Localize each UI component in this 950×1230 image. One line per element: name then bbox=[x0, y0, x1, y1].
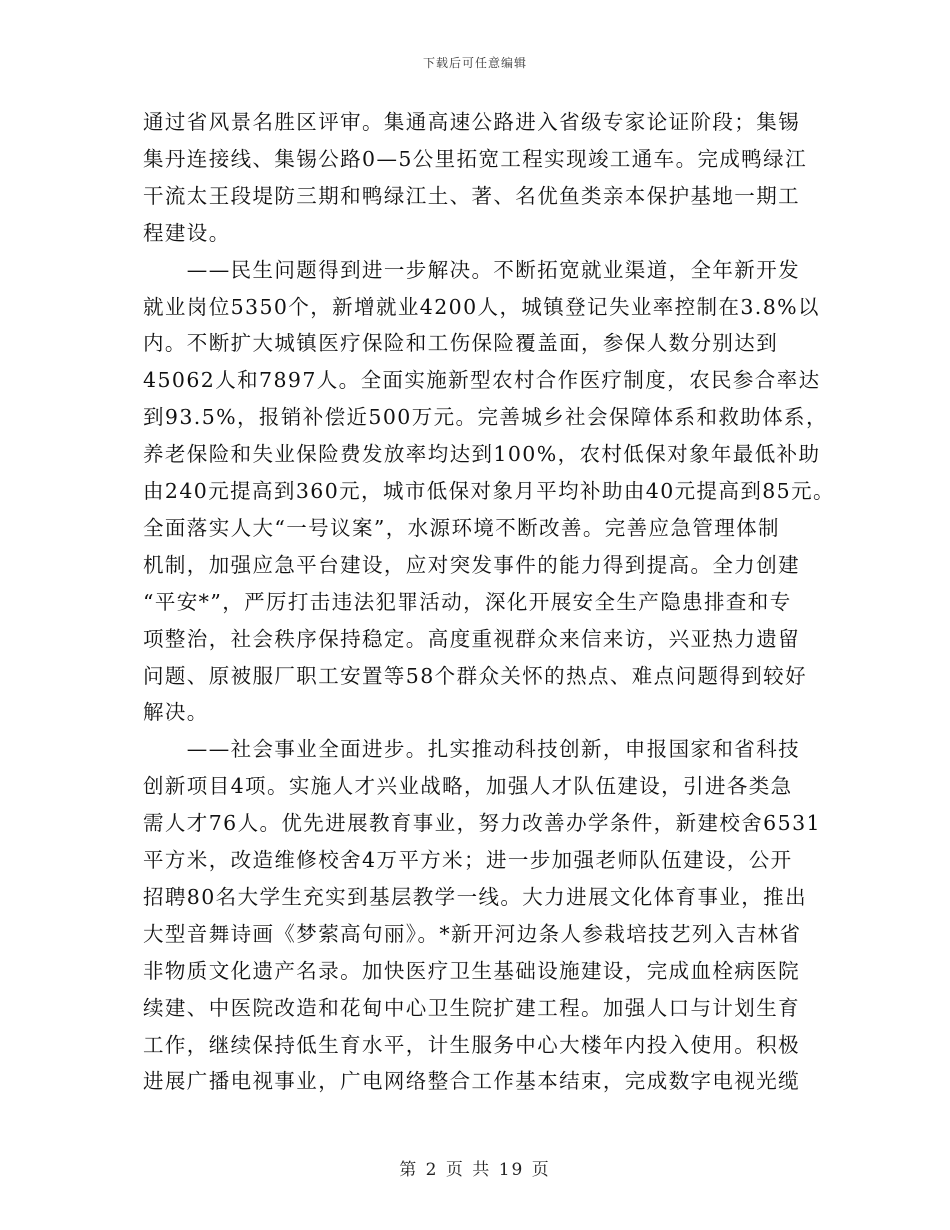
text-line: 工作，继续保持低生育水平，计生服务中心大楼年内投入使用。积极 bbox=[143, 1032, 800, 1057]
text-line: 平方米，改造维修校舍4万平方米；进一步加强老师队伍建设，公开 bbox=[143, 848, 793, 872]
page-header: 下载后可任意编辑 bbox=[422, 56, 527, 70]
text-line: 续建、中医院改造和花甸中心卫生院扩建工程。加强人口与计划生育 bbox=[143, 995, 800, 1020]
text-line: 大型音舞诗画《梦萦高句丽》。*新开河边条人参栽培技艺列入吉林省 bbox=[143, 921, 802, 946]
text-line: 集丹连接线、集锡公路0—5公里拓宽工程实现竣工通车。完成鸭绿江 bbox=[143, 146, 807, 171]
text-line: 养老保险和失业保险费发放率均达到100%，农村低保对象年最低补助 bbox=[143, 442, 821, 467]
text-line: 通过省风景名胜区评审。集通高速公路进入省级专家论证阶段；集锡 bbox=[143, 110, 800, 134]
text-line: 需人才76人。优先进展教育事业，努力改善办学条件，新建校舍6531 bbox=[143, 811, 821, 836]
text-line: 45062人和7897人。全面实施新型农村合作医疗制度，农民参合率达 bbox=[143, 368, 821, 393]
text-line: 非物质文化遗产名录。加快医疗卫生基础设施建设，完成血栓病医院 bbox=[143, 958, 800, 983]
text-line: 就业岗位5350个，新增就业4200人，城镇登记失业率控制在3.8%以 bbox=[143, 294, 820, 319]
text-line: 程建设。 bbox=[143, 220, 231, 245]
text-line: 招聘80名大学生充实到基层教学一线。大力进展文化体育事业，推出 bbox=[143, 884, 807, 909]
text-line: 问题、原被服厂职工安置等58个群众关怀的热点、难点问题得到较好 bbox=[143, 663, 807, 688]
text-line: 干流太王段堤防三期和鸭绿江土、著、名优鱼类亲本保护基地一期工 bbox=[143, 183, 800, 208]
text-line: 到93.5%，报销补偿近500万元。完善城乡社会保障体系和救助体系， bbox=[143, 405, 828, 430]
page-number-footer: 第 2 页 共 19 页 bbox=[399, 1160, 551, 1180]
text-line: ——民生问题得到进一步解决。不断拓宽就业渠道，全年新开发 bbox=[143, 257, 800, 282]
text-line: 进展广播电视事业，广电网络整合工作基本结束，完成数字电视光缆 bbox=[143, 1069, 800, 1094]
text-line: ——社会事业全面进步。扎实推动科技创新，申报国家和省科技 bbox=[143, 737, 800, 762]
text-line: 机制，加强应急平台建设，应对突发事件的能力得到提高。全力创建 bbox=[143, 552, 800, 577]
text-line: 全面落实人大“一号议案”，水源环境不断改善。完善应急管理体制 bbox=[143, 515, 780, 540]
text-line: 创新项目4项。实施人才兴业战略，加强人才队伍建设，引进各类急 bbox=[143, 774, 793, 799]
text-line: 内。不断扩大城镇医疗保险和工伤保险覆盖面，参保人数分别达到 bbox=[143, 331, 779, 356]
text-line: 项整治，社会秩序保持稳定。高度重视群众来信来访，兴亚热力遗留 bbox=[143, 626, 800, 651]
text-line: “平安*”，严厉打击违法犯罪活动，深化开展安全生产隐患排查和专 bbox=[143, 589, 792, 614]
text-line: 由240元提高到360元，城市低保对象月平均补助由40元提高到85元。 bbox=[143, 479, 835, 503]
text-line: 解决。 bbox=[143, 700, 209, 725]
